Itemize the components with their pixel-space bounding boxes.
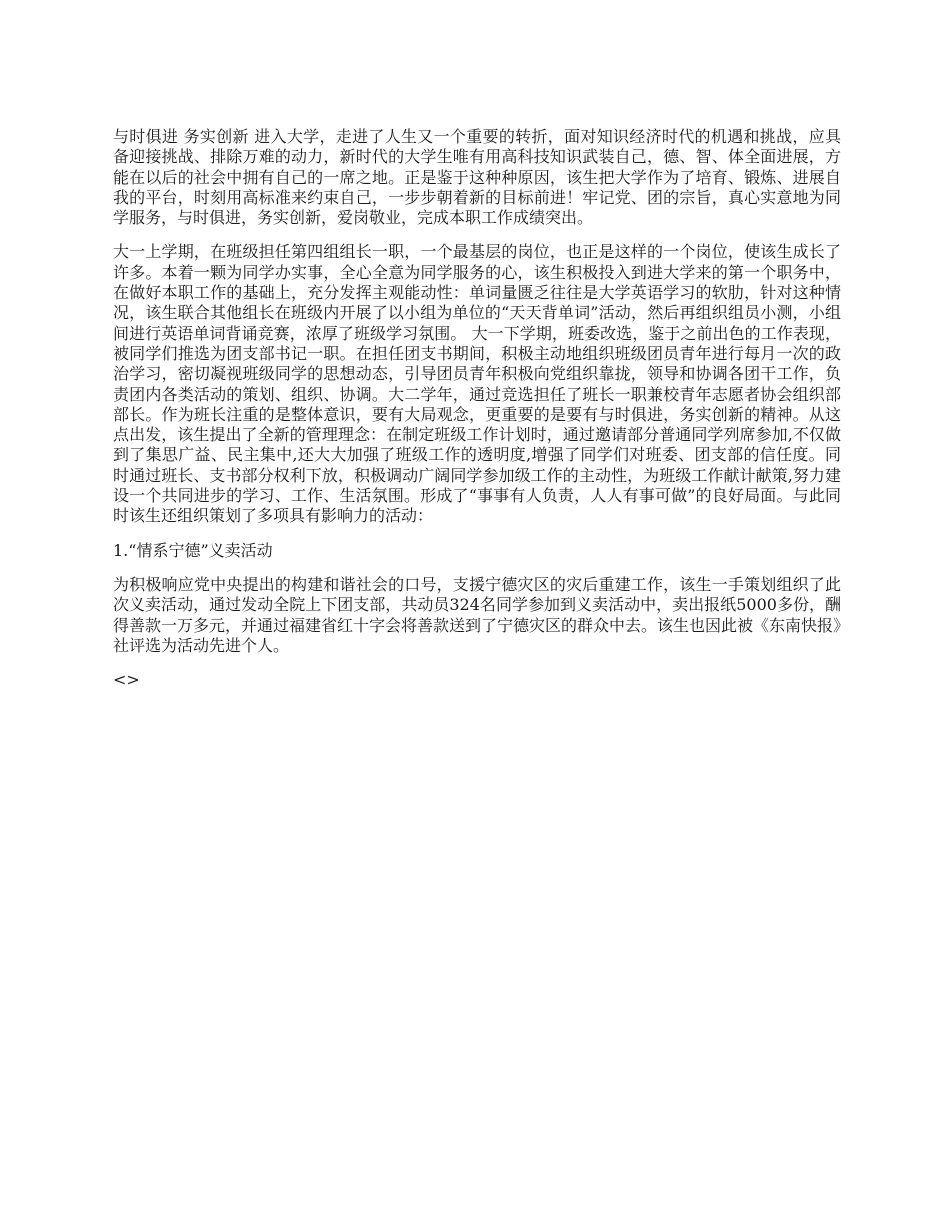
document-body — [113, 127, 841, 690]
duties-paragraph: 大一上学期，在班级担任第四组组长一职，一个最基层的岗位，也正是这样的一个岗位，使该生成长了许多。本着一颗为同学办实事，全心全意为同学服务的心，该生积极投入到进大学来的第一个职务中，在做好本职工作的基础上，充分发挥主观能动性：单词量匮乏往往是大学英语学习的软肋，针对这种情况，该生联合其他组长在班级内开展了以小组为单位的“天天背单词”活动，然后再组织组员小测，小组间进行英语单词背诵竞赛，浓厚了班级学习氛围。 大一下学期，班委改选，鉴于之前出色的工作表现，被同学们推选为团支部书记一职。在担任团支书期间，积极主动地组织班级团员青年进行每月一次的政治学习，密切凝视班级同学的思想动态，引导团员青年积极向党组织靠拢，领导和协调各团干工作，负责团内各类活动的策划、组织、协调。大二学年，通过竞选担任了班长一职兼校青年志愿者协会组织部部长。作为班长注重的是整体意识，要有大局观念，更重要的是要有与时俱进，务实创新的精神。从这点出发，该生提出了全新的管理理念：在制定班级工作计划时，通过邀请部分普通同学列席参加,不仅做到了集思广益、民主集中,还大大加强了班级工作的透明度,增强了同学们对班委、团支部的信任度。同时通过班长、支书部分权利下放，积极调动广阔同学参加级工作的主动性，为班级工作献计献策,努力建设一个共同进步的学习、工作、生活氛围。形成了“事事有人负责，人人有事可做”的良好局面。与此同时该生还组织策划了多项具有影响力的活动： — [113, 242, 841, 526]
intro-paragraph: 与时俱进 务实创新 进入大学，走进了人生又一个重要的转折，面对知识经济时代的机遇和挑战，应具备迎接挑战、排除万难的动力，新时代的大学生唯有用高科技知识武装自己，德、智、体全面进展，方能在以后的社会中拥有自己的一席之地。正是鉴于这种种原因，该生把大学作为了培育、锻炼、进展自我的平台，时刻用高标准来约束自己，一步步朝着新的目标前进！牢记党、团的宗旨，真心实意地为同学服务，与时俱进，务实创新，爱岗敬业，完成本职工作成绩突出。 — [113, 127, 841, 228]
trailing-mark: <> — [113, 670, 140, 690]
section-paragraph: 为积极响应党中央提出的构建和谐社会的口号，支援宁德灾区的灾后重建工作，该生一手策划组织了此次义卖活动，通过发动全院上下团支部，共动员324名同学参加到义卖活动中，卖出报纸5000多份，酬得善款一万多元，并通过福建省红十字会将善款送到了宁德灾区的群众中去。该生也因此被《东南快报》社评选为活动先进个人。 — [113, 574, 842, 655]
section-heading: 1.“情系宁德”义卖活动 — [113, 540, 273, 560]
